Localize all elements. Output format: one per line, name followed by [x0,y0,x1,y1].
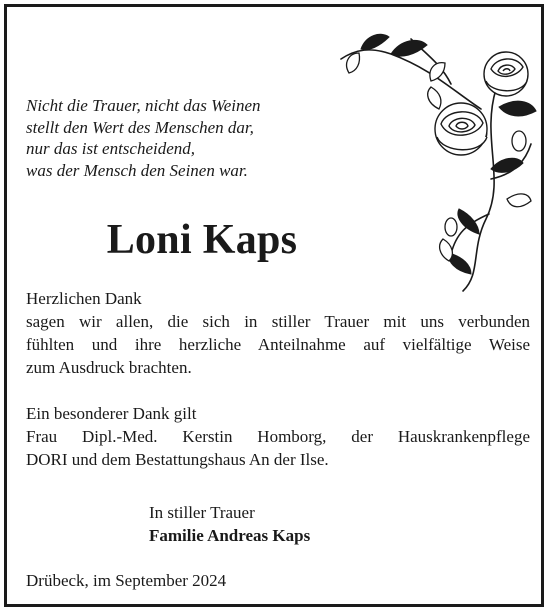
mourning-line: In stiller Trauer [149,503,255,522]
thanks-line: zum Ausdruck brachten. [26,358,192,377]
poem-line: stellt den Wert des Menschen dar, [26,117,254,137]
place-date: Drübeck, im September 2024 [26,571,227,590]
thanks-line: sagen wir allen, die sich in stiller Trauer mit uns verbunden [26,312,530,331]
family-signature: Familie Andreas Kaps [149,526,311,545]
thanks-line: fühlten und ihre herzliche Anteilnahme auf vielfältige Weise [26,335,530,354]
special-thanks-heading: Ein besonderer Dank gilt [26,404,197,423]
poem-line: was der Mensch den Seinen war. [26,160,248,180]
memorial-poem [26,95,346,181]
obituary-card [4,4,544,607]
thanks-paragraph [26,287,530,379]
rose-vine-icon [331,29,541,293]
thanks-heading: Herzlichen Dank [26,289,142,308]
special-thanks-line: Frau Dipl.-Med. Kerstin Homborg, der Hauskrankenpflege [26,427,530,446]
deceased-name: Loni Kaps [106,217,298,263]
special-thanks-paragraph [26,402,530,471]
poem-line: nur das ist entscheidend, [26,139,196,158]
closing-block [149,501,310,547]
thanks-section [26,287,530,471]
poem-line: Nicht die Trauer, nicht das Weinen [26,96,261,115]
special-thanks-line: DORI und dem Bestattungshaus An der Ilse. [26,450,329,469]
